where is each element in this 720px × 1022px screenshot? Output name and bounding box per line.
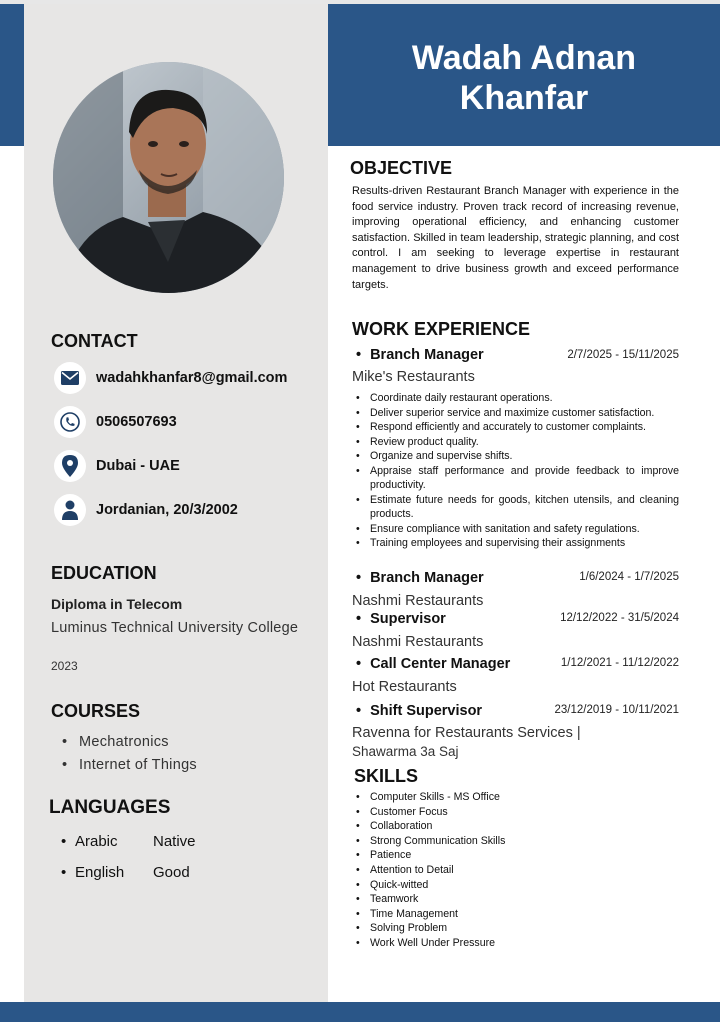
language-level: Good bbox=[153, 864, 190, 881]
profile-photo-illustration bbox=[53, 62, 284, 293]
education-title: EDUCATION bbox=[51, 563, 157, 583]
duty-item: • Respond efficiently and accurately to customer complaints. bbox=[356, 420, 679, 435]
course-item: • Internet of Things bbox=[64, 757, 197, 773]
courses-title: COURSES bbox=[51, 701, 141, 721]
nationality-text: Jordanian, 20/3/2002 bbox=[96, 502, 238, 518]
language-name: Arabic bbox=[75, 833, 118, 850]
experience-title: WORK EXPERIENCE bbox=[352, 319, 531, 339]
candidate-name bbox=[328, 38, 720, 118]
duty-item: • Ensure compliance with sanitation and safety regulations. bbox=[356, 522, 679, 537]
footer-band bbox=[0, 1002, 720, 1022]
skill-item: • Quick-witted bbox=[356, 878, 505, 893]
skill-item: • Customer Focus bbox=[356, 805, 505, 820]
contact-title: CONTACT bbox=[51, 331, 138, 351]
duty-item: • Training employees and supervising their assignments bbox=[356, 536, 679, 551]
duty-item: • Review product quality. bbox=[356, 435, 679, 450]
job-company: Hot Restaurants bbox=[352, 679, 457, 695]
contact-phone[interactable] bbox=[54, 406, 177, 438]
profile-photo bbox=[53, 62, 284, 293]
contact-location bbox=[54, 450, 180, 482]
duty-item: • Coordinate daily restaurant operations. bbox=[356, 391, 679, 406]
job-title: • Supervisor bbox=[356, 611, 446, 627]
email-text: wadahkhanfar8@gmail.com bbox=[96, 370, 288, 386]
name-line-2: Khanfar bbox=[459, 79, 589, 117]
language-level: Native bbox=[153, 833, 196, 850]
education-year: 2023 bbox=[51, 659, 78, 673]
location-text: Dubai - UAE bbox=[96, 458, 180, 474]
job-dates: 23/12/2019 - 10/11/2021 bbox=[554, 704, 679, 716]
job-company: Nashmi Restaurants bbox=[352, 634, 484, 650]
duty-item: • Appraise staff performance and provide feedback to improve productivity. bbox=[356, 464, 679, 493]
job-company: Mike's Restaurants bbox=[352, 369, 475, 385]
job-title: • Call Center Manager bbox=[356, 656, 510, 672]
skill-item: • Computer Skills - MS Office bbox=[356, 790, 505, 805]
objective-title: OBJECTIVE bbox=[350, 158, 453, 178]
job-title: • Shift Supervisor bbox=[356, 703, 482, 719]
job-duties-list bbox=[356, 391, 679, 551]
duty-item: • Estimate future needs for goods, kitchen utensils, and cleaning products. bbox=[356, 493, 679, 522]
header-band-left bbox=[0, 4, 24, 146]
skills-title: SKILLS bbox=[354, 766, 419, 786]
language-bullet: • bbox=[61, 864, 67, 881]
skill-item: • Patience bbox=[356, 848, 505, 863]
duty-item: • Organize and supervise shifts. bbox=[356, 449, 679, 464]
skills-list bbox=[356, 790, 505, 951]
skill-item: • Time Management bbox=[356, 907, 505, 922]
name-line-1: Wadah Adnan bbox=[411, 39, 637, 77]
course-item: • Mechatronics bbox=[64, 734, 169, 750]
job-dates: 12/12/2022 - 31/5/2024 bbox=[560, 612, 679, 624]
job-title: • Branch Manager bbox=[356, 570, 484, 586]
envelope-icon bbox=[54, 362, 86, 394]
languages-title: LANGUAGES bbox=[49, 797, 171, 818]
phone-text: 0506507693 bbox=[96, 414, 177, 430]
job-title: • Branch Manager bbox=[356, 347, 484, 363]
job-dates: 2/7/2025 - 15/11/2025 bbox=[567, 349, 679, 361]
skill-item: • Strong Communication Skills bbox=[356, 834, 505, 849]
job-company: Nashmi Restaurants bbox=[352, 593, 484, 609]
job-dates: 1/12/2021 - 11/12/2022 bbox=[560, 657, 679, 669]
objective-text: Results-driven Restaurant Branch Manager with experience in the food service industry. Proven track record of increasing revenue, improving operational efficiency, and enhancing customer satisfaction. Skilled in team leadership, strategic planning, and cost control. I am seeking to leverage expertise in restaurant management to drive business growth and exceed performance targets. bbox=[352, 185, 679, 291]
language-bullet: • bbox=[61, 833, 67, 850]
contact-nationality bbox=[54, 494, 238, 526]
skill-item: • Solving Problem bbox=[356, 921, 505, 936]
job-company: Shawarma 3a Saj bbox=[352, 744, 459, 759]
skill-item: • Attention to Detail bbox=[356, 863, 505, 878]
education-school: Luminus Technical University College bbox=[51, 620, 299, 636]
phone-icon bbox=[54, 406, 86, 438]
skill-item: • Collaboration bbox=[356, 819, 505, 834]
job-company: Ravenna for Restaurants Services | bbox=[352, 725, 581, 741]
language-name: English bbox=[75, 864, 125, 881]
person-icon bbox=[54, 494, 86, 526]
location-pin-icon bbox=[54, 450, 86, 482]
job-dates: 1/6/2024 - 1/7/2025 bbox=[579, 571, 679, 583]
education-degree: Diploma in Telecom bbox=[51, 596, 183, 612]
contact-email[interactable] bbox=[54, 362, 287, 394]
duty-item: • Deliver superior service and maximize customer satisfaction. bbox=[356, 406, 679, 421]
skill-item: • Teamwork bbox=[356, 892, 505, 907]
skill-item: • Work Well Under Pressure bbox=[356, 936, 505, 951]
